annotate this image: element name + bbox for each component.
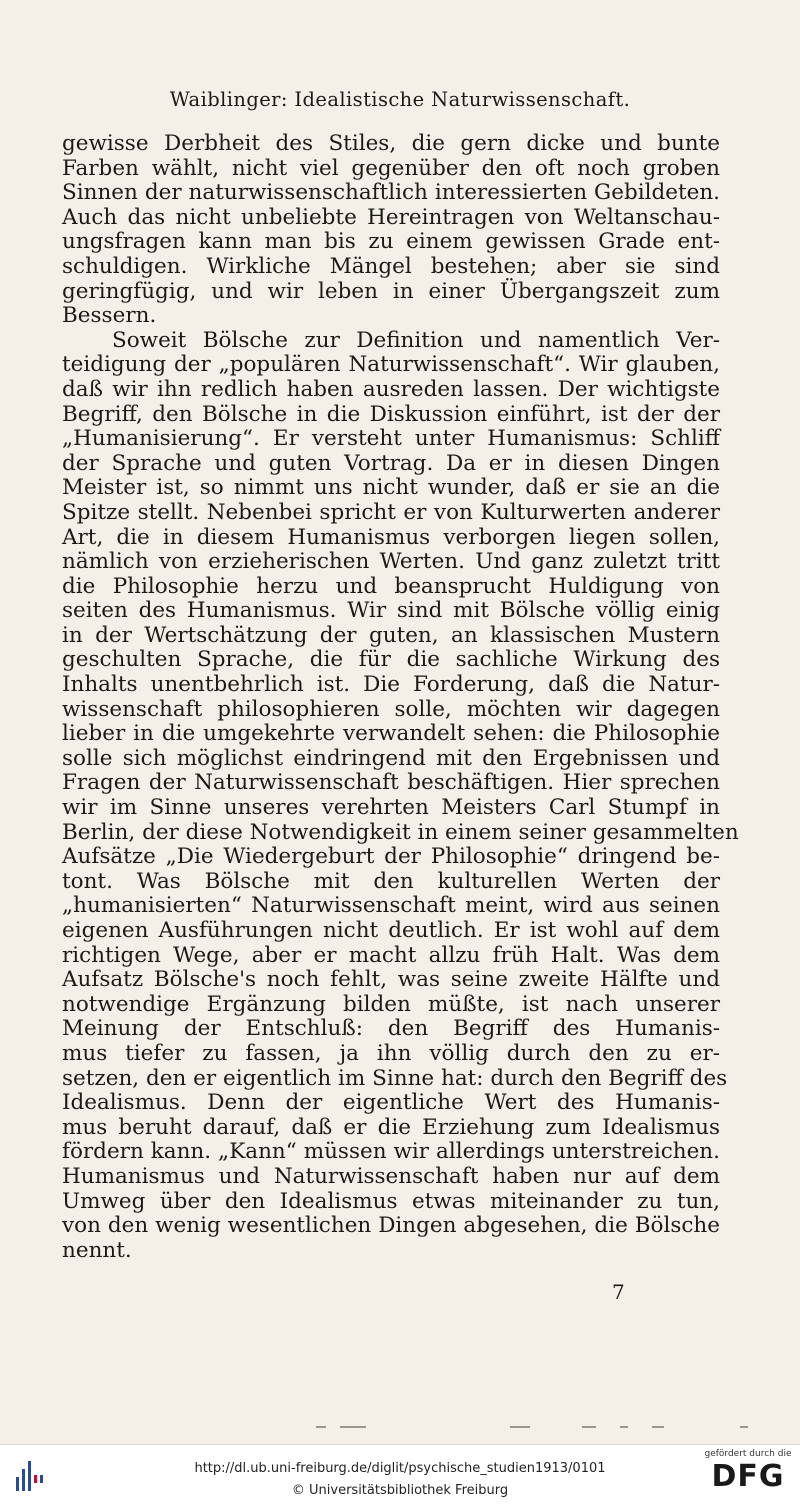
text-line: lieber in die umgekehrte verwandelt sehen: die Philosophie bbox=[62, 721, 720, 747]
text-line: Meister ist, so nimmt uns nicht wunder, daß er sie an die bbox=[62, 475, 720, 501]
text-line: geringfügig, und wir leben in einer Übergangszeit zum bbox=[62, 278, 720, 304]
text-line: daß wir ihn redlich haben ausreden lassen. Der wichtigste bbox=[62, 376, 720, 402]
text-line: Spitze stellt. Nebenbei spricht er von Kulturwerten anderer bbox=[62, 499, 720, 525]
scan-artifact bbox=[652, 1426, 664, 1428]
text-line: die Philosophie herzu und beansprucht Huldigung von bbox=[62, 573, 720, 599]
text-line: von den wenig wesentlichen Dingen abgesehen, die Bölsche bbox=[62, 1213, 720, 1239]
text-line: wissenschaft philosophieren solle, möchten wir dagegen bbox=[62, 696, 720, 722]
text-line: solle sich möglichst eindringend mit den Ergebnissen und bbox=[62, 745, 720, 771]
text-line: „Humanisierung“. Er versteht unter Humanismus: Schliff bbox=[62, 426, 720, 452]
text-line: gewisse Derbheit des Stiles, die gern dicke und bunte bbox=[62, 131, 720, 156]
text-line: schuldigen. Wirkliche Mängel bestehen; aber sie sind bbox=[62, 253, 720, 279]
dfg-funding-note: gefördert durch die bbox=[704, 1449, 792, 1459]
copyright-notice: © Universitätsbibliothek Freiburg bbox=[291, 1483, 509, 1498]
scan-artifact bbox=[510, 1426, 530, 1428]
text-line: Inhalts unentbehrlich ist. Die Forderung, daß die Natur- bbox=[62, 672, 720, 698]
text-line: nennt. bbox=[62, 1237, 132, 1263]
text-line: eigenen Ausführungen nicht deutlich. Er ist wohl auf dem bbox=[62, 918, 720, 943]
page-number: 7 bbox=[612, 1280, 625, 1304]
dfg-logo-text: DFG bbox=[711, 1459, 785, 1494]
text-line: Bessern. bbox=[62, 303, 157, 329]
text-line: Humanismus und Naturwissenschaft haben nur auf dem bbox=[62, 1163, 720, 1189]
text-line: teidigung der „populären Naturwissenschaft“. Wir glauben, bbox=[62, 352, 720, 378]
text-line: Soweit Bölsche zur Definition und namentlich Ver- bbox=[112, 327, 720, 353]
dfg-logo bbox=[704, 1449, 792, 1501]
scan-artifact bbox=[620, 1426, 628, 1428]
text-line: wir im Sinne unseres verehrten Meisters Carl Stumpf in bbox=[62, 795, 720, 821]
text-line: setzen, den er eigentlich im Sinne hat: durch den Begriff des bbox=[62, 1065, 728, 1091]
scan-artifact bbox=[740, 1426, 748, 1428]
text-line: Sinnen der naturwissenschaftlich interessierten Gebildeten. bbox=[62, 180, 720, 206]
text-line: Auch das nicht unbeliebte Hereintragen von Weltanschau- bbox=[62, 204, 720, 230]
text-line: der Sprache und guten Vortrag. Da er in diesen Dingen bbox=[62, 450, 720, 476]
text-line: Farben wählt, nicht viel gegenüber den oft noch groben bbox=[62, 155, 720, 181]
text-line: seiten des Humanismus. Wir sind mit Bölsche völlig einig bbox=[62, 598, 720, 624]
text-line: Berlin, der diese Notwendigkeit in einem seiner gesammelten bbox=[62, 819, 739, 845]
text-line: notwendige Ergänzung bilden müßte, ist nach unserer bbox=[62, 991, 720, 1017]
text-line: mus beruht darauf, daß er die Erziehung zum Idealismus bbox=[62, 1114, 720, 1140]
scan-artifact bbox=[340, 1426, 366, 1428]
text-line: richtigen Wege, aber er macht allzu früh Halt. Was dem bbox=[62, 942, 720, 968]
scan-artifact bbox=[582, 1426, 596, 1428]
text-line: fördern kann. „Kann“ müssen wir allerdings unterstreichen. bbox=[62, 1139, 720, 1165]
text-line: Meinung der Entschluß: den Begriff des Humanis- bbox=[62, 1016, 720, 1042]
text-line: mus tiefer zu fassen, ja ihn völlig durch den zu er- bbox=[62, 1040, 720, 1066]
scan-artifact-strip bbox=[300, 1426, 780, 1430]
text-line: Aufsätze „Die Wiedergeburt der Philosophie“ dringend be- bbox=[62, 844, 720, 870]
text-line: Begriff, den Bölsche in die Diskussion einführt, ist der der bbox=[62, 401, 720, 427]
viewer-footer bbox=[0, 1444, 800, 1505]
text-line: nämlich von erzieherischen Werten. Und ganz zuletzt tritt bbox=[62, 549, 720, 575]
text-line: tont. Was Bölsche mit den kulturellen Werten der bbox=[62, 868, 720, 894]
text-line: Umweg über den Idealismus etwas miteinander zu tun, bbox=[62, 1188, 720, 1214]
permalink-url[interactable]: http://dl.ub.uni-freiburg.de/diglit/psychische_studien1913/0101 bbox=[194, 1461, 606, 1476]
text-line: Fragen der Naturwissenschaft beschäftigen. Hier sprechen bbox=[62, 770, 720, 796]
text-line: Aufsatz Bölsche's noch fehlt, was seine zweite Hälfte und bbox=[62, 967, 720, 993]
running-head: Waiblinger: Idealistische Naturwissenschaft. bbox=[169, 88, 631, 111]
text-line: „humanisierten“ Naturwissenschaft meint, wird aus seinen bbox=[62, 893, 720, 919]
text-line: geschulten Sprache, die für die sachliche Wirkung des bbox=[62, 647, 720, 673]
text-line: Idealismus. Denn der eigentliche Wert des Humanis- bbox=[62, 1090, 720, 1116]
scan-artifact bbox=[316, 1426, 326, 1428]
text-line: ungsfragen kann man bis zu einem gewissen Grade ent- bbox=[62, 229, 720, 255]
text-line: Art, die in diesem Humanismus verborgen liegen sollen, bbox=[62, 524, 720, 550]
text-line: in der Wertschätzung der guten, an klassischen Mustern bbox=[62, 622, 720, 648]
body-text bbox=[62, 131, 739, 1263]
